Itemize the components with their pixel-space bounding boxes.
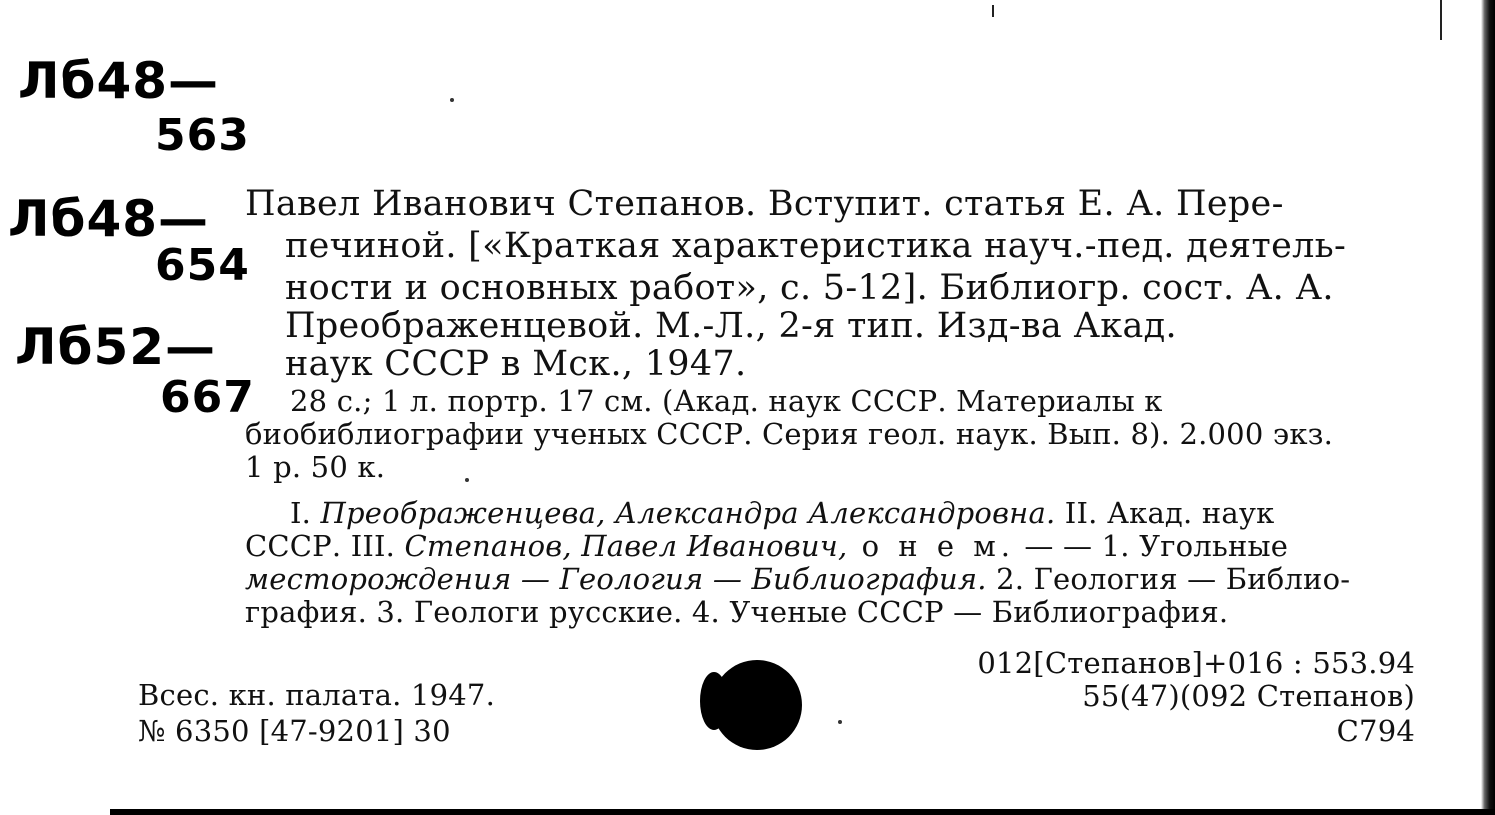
entry-line-1: Павел Иванович Степанов. Вступит. статья Е. А. Пере-: [245, 184, 1284, 224]
scan-line: [1440, 0, 1442, 40]
tracing-3-subject: месторождения — Геология — Библиография.: [245, 562, 987, 596]
tracing-1-name: Преображенцева, Александра Александровна.: [320, 496, 1056, 530]
tracing-3-rest: 2. Геология — Библио-: [986, 562, 1351, 596]
tracing-2-rest: — — 1. Угольные: [1014, 529, 1289, 563]
handwritten-mark-3-top: Лб52—: [15, 318, 217, 376]
tracing-2-start: СССР. III.: [245, 529, 405, 563]
tracing-1-roman: I.: [290, 496, 321, 530]
speck: [465, 478, 469, 482]
handwritten-mark-1-top: Лб48—: [18, 52, 220, 110]
entry-line-3: ности и основных работ», с. 5-12]. Библиогр. сост. А. А.: [285, 268, 1334, 308]
tracing-line-4: графия. 3. Геологи русские. 4. Ученые СССР — Библиография.: [245, 595, 1229, 629]
tracing-line-3: [245, 562, 1350, 596]
physical-line-2: биобиблиографии ученых СССР. Серия геол. наук. Вып. 8). 2.000 экз.: [245, 417, 1334, 451]
tracing-1-rest: II. Акад. наук: [1055, 496, 1275, 530]
scan-edge-right: [1481, 0, 1495, 815]
footer-number: № 6350 [47-9201] 30: [138, 714, 451, 748]
entry-line-5: наук СССР в Мск., 1947.: [285, 344, 747, 384]
handwritten-mark-2-bottom: 654: [155, 240, 250, 291]
physical-line-1: 28 с.; 1 л. портр. 17 см. (Акад. наук СССР. Материалы к: [290, 384, 1163, 418]
handwritten-mark-1-bottom: 563: [155, 110, 250, 161]
scan-edge-bottom: [110, 809, 1495, 815]
handwritten-mark-3-bottom: 667: [160, 372, 255, 423]
speck: [992, 5, 994, 17]
footer-agency: Всес. кн. палата. 1947.: [138, 678, 496, 712]
handwritten-mark-2-top: Лб48—: [8, 190, 210, 248]
physical-line-3: 1 р. 50 к.: [245, 450, 386, 484]
footer-class-2: 55(47)(092 Степанов): [1082, 679, 1415, 713]
footer-class-1: 012[Степанов]+016 : 553.94: [977, 646, 1415, 680]
speck: [450, 98, 454, 102]
tracing-line-1: [290, 496, 1274, 530]
speck: [838, 720, 842, 724]
entry-line-2: печиной. [«Краткая характеристика науч.-пед. деятель-: [285, 226, 1347, 266]
tracing-line-2: [245, 529, 1288, 563]
tracing-2-name: Степанов, Павел Иванович,: [404, 529, 848, 563]
entry-line-4: Преображенцевой. М.-Л., 2-я тип. Изд-ва Акад.: [285, 306, 1177, 346]
footer-class-3: С794: [1336, 714, 1415, 748]
ink-blot-edge: [700, 672, 728, 730]
tracing-2-spaced: о н е м.: [847, 529, 1015, 563]
